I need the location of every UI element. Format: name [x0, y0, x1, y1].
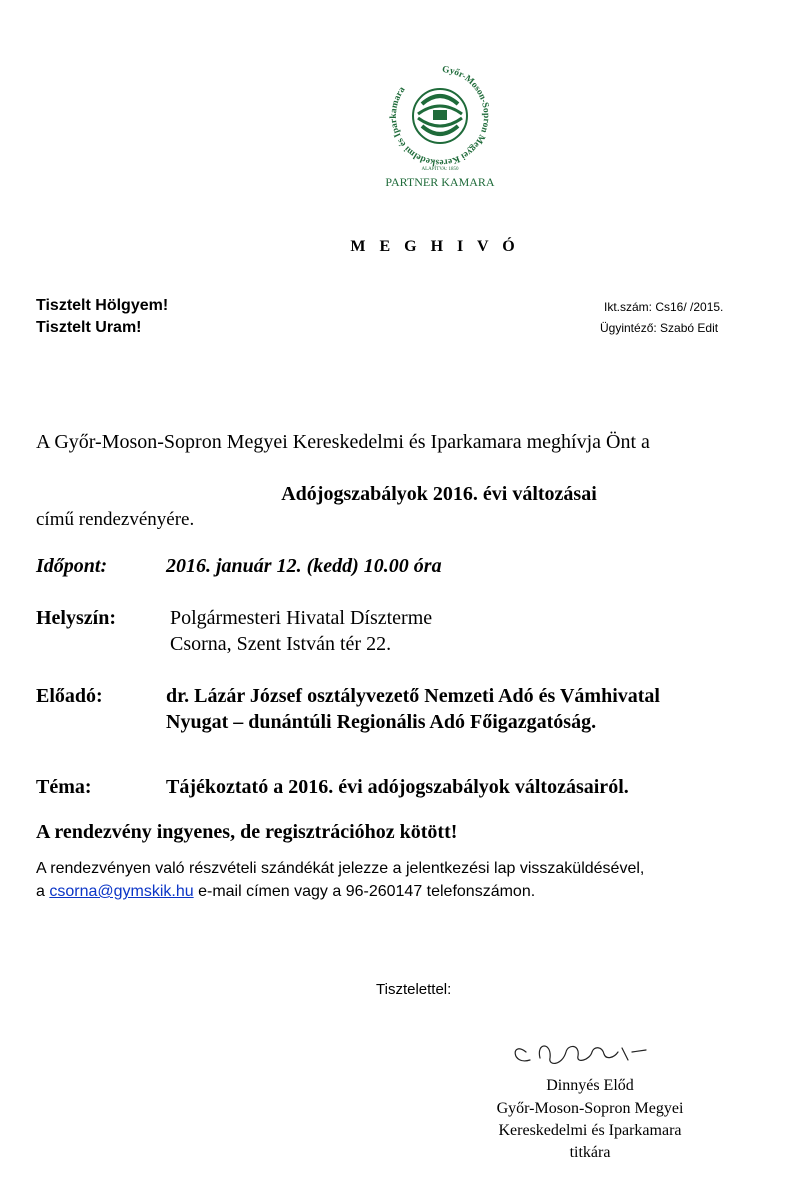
logo-ring-text: Győr-Moson-Sopron Megyei Kereskedelmi és Iparkamara: [388, 64, 491, 168]
intro-text: A Győr-Moson-Sopron Megyei Kereskedelmi és Iparkamara meghívja Önt a: [36, 431, 650, 453]
presenter-line-2: Nyugat – dunántúli Regionális Adó Főigazgatóság.: [166, 711, 597, 733]
document-title: M E G H I V Ó: [350, 238, 520, 255]
time-value: 2016. január 12. (kedd) 10.00 óra: [166, 555, 442, 577]
registration-prefix: a: [36, 883, 50, 900]
registration-suffix: e-mail címen vagy a 96-260147 telefonszámon.: [193, 883, 536, 900]
time-label: Időpont:: [36, 555, 108, 577]
logo-founded: ALAPÍTVA: 1850: [421, 167, 459, 172]
event-name: Adójogszabályok 2016. évi változásai: [281, 483, 597, 505]
handwritten-signature: [506, 1030, 666, 1076]
signatory-name: Dinnyés Előd: [546, 1077, 634, 1094]
closing-text: Tisztelettel:: [376, 981, 452, 998]
signatory-role: titkára: [569, 1144, 611, 1161]
topic-value: Tájékoztató a 2016. évi adójogszabályok változásairól.: [166, 776, 629, 798]
greeting-line-1: Tisztelt Hölgyem!: [36, 297, 169, 314]
reference-number: Ikt.szám: Cs16/ /2015.: [604, 300, 724, 314]
logo-brand: PARTNER KAMARA: [385, 175, 495, 189]
registration-line-2: [36, 883, 535, 901]
topic-label: Téma:: [36, 776, 92, 798]
chamber-logo: [380, 58, 500, 198]
location-line-2: Csorna, Szent István tér 22.: [170, 633, 392, 655]
email-link[interactable]: csorna@gymskik.hu: [49, 883, 194, 900]
presenter-label: Előadó:: [36, 685, 103, 707]
location-label: Helyszín:: [36, 607, 116, 629]
event-suffix: című rendezvényére.: [36, 509, 195, 530]
signatory-org-line-1: Győr-Moson-Sopron Megyei: [496, 1100, 684, 1117]
presenter-line-1: dr. Lázár József osztályvezető Nemzeti Adó és Vámhivatal: [166, 685, 660, 707]
greeting-line-2: Tisztelt Uram!: [36, 319, 142, 336]
chamber-logo-emblem: [380, 58, 500, 198]
case-officer: Ügyintéző: Szabó Edit: [600, 321, 719, 335]
signatory-org-line-2: Kereskedelmi és Iparkamara: [498, 1122, 682, 1139]
registration-line-1: A rendezvényen való részvételi szándékát jelezze a jelentkezési lap visszaküldésével,: [36, 860, 645, 877]
free-registration-note: A rendezvény ingyenes, de regisztrációhoz kötött!: [36, 821, 458, 843]
location-line-1: Polgármesteri Hivatal Díszterme: [170, 607, 433, 629]
